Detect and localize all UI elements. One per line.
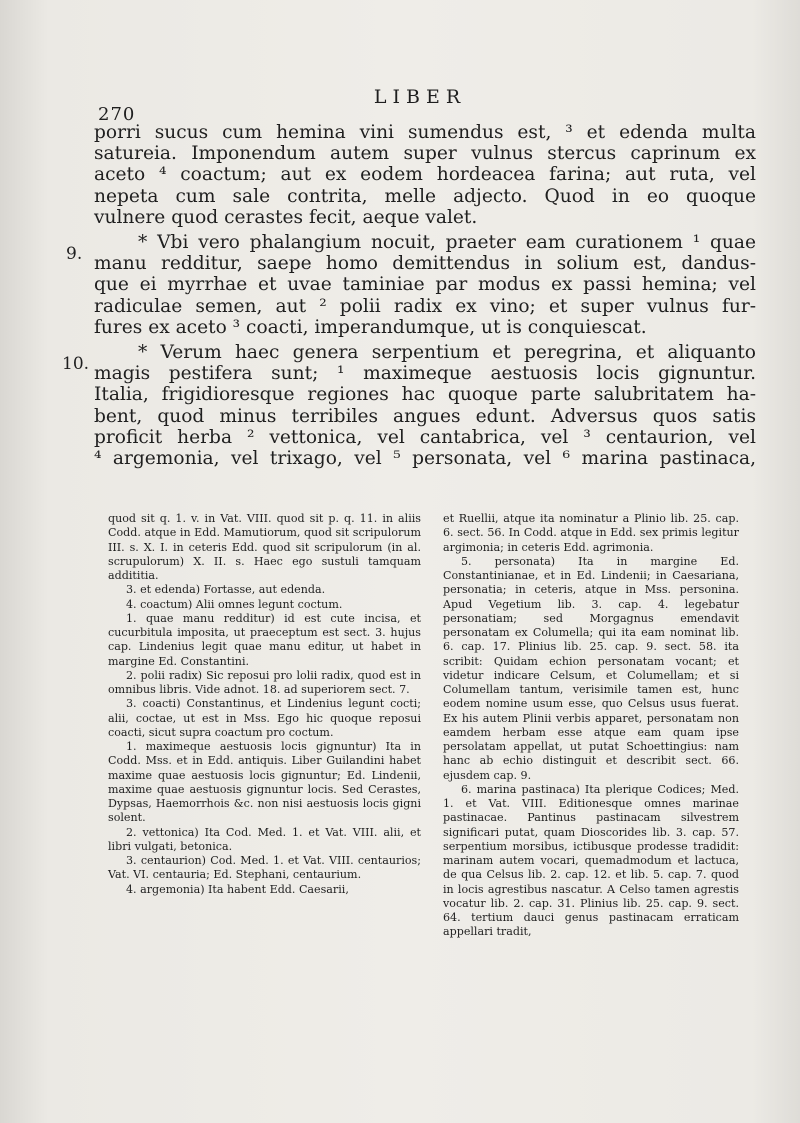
main-line: aceto ⁴ coactum; aut ex eodem hordeacea farina; aut ruta, vel — [94, 164, 756, 186]
main-line: porri sucus cum hemina vini sumendus est, ³ et edenda multa — [94, 122, 756, 143]
main-line: radiculae semen, aut ² polii radix ex vino; et super vulnus fur- — [94, 295, 756, 317]
footnote: 1. quae manu redditur) id est cute incisa, et cucurbitula imposita, ut praeceptum est sect. 3. hujus cap. Lindenius legit quae manu editur, ut habet in margine Ed. Constantini. — [108, 611, 421, 668]
footnote: quod sit q. 1. v. in Vat. VIII. quod sit p. q. 11. in aliis Codd. atque in Edd. Mamutiorum, quod sit scripulorum III. s. X. I. in ceteris Edd. quod sit scripulorum (in al. scrupulorum) X. II. s. Haec ego sustuli tamquam addititia. — [108, 512, 421, 582]
footnotes-left-column — [108, 512, 421, 897]
main-line: ⁴ argemonia, vel trixago, vel ⁵ personata, vel ⁶ marina pastinaca, — [94, 448, 756, 470]
margin-number-10: 10. — [62, 354, 90, 374]
footnote: 2. polii radix) Sic reposui pro lolii radix, quod est in omnibus libris. Vide adnot. 18. ad superiorem sect. 7. — [108, 668, 421, 696]
footnote: 3. et edenda) Fortasse, aut edenda. — [126, 583, 326, 597]
running-head: LIBER — [373, 86, 467, 108]
main-line: fures ex aceto ³ coacti, imperandumque, ut is conquiescat. — [94, 316, 647, 338]
main-line: vulnere quod cerastes fecit, aeque valet. — [94, 206, 478, 228]
footnote: 3. coacti) Constantinus, et Lindenius legunt cocti; alii, coctae, ut est in Mss. Ego hic quoque reposui coacti, sicut supra coactum pro coctum. — [108, 697, 421, 739]
main-text — [94, 122, 756, 469]
footnote: 3. centaurion) Cod. Med. 1. et Vat. VIII. centaurios; Vat. VI. centauria; Ed. Stephani, centaurium. — [108, 854, 421, 882]
main-line: magis pestifera sunt; ¹ maximeque aestuosis locis gignuntur. — [94, 363, 756, 385]
main-line: proficit herba ² vettonica, vel cantabrica, vel ³ centaurion, vel — [94, 426, 756, 448]
footnote: 5. personata) Ita in margine Ed. Constantinianae, et in Ed. Lindenii; in Caesariana, personatia; in ceteris, atque in Mss. personina. Apud Vegetium lib. 3. cap. 4. legebatur personatiam; sed Morgagnus emendavit personatam ex Columella; qui ita eam nominat lib. 6. cap. 17. Plinius lib. 25. cap. 9. sect. 58. ita scribit: Quidam echion personatam vocant; et videtur indicare Celsum, et Columellam; et si Columellam tantum, verisimile tamen est, hunc eodem nomine usum esse, quo Celsus usus fuerat. Ex his autem Plinii verbis apparet, personatam non eamdem herbam esse atque eam quam ipse persolatam appellat, ut putat Schoettingius: nam hanc ab echio distinguit et describit sect. 66. ejusdem cap. 9. — [443, 554, 739, 782]
footnote: 6. marina pastinaca) Ita plerique Codices; Med. 1. et Vat. VIII. Editionesque omnes marinae pastinacae. Pantinus pastinacam silvestrem significari putat, quam Dioscorides lib. 3. cap. 57. serpentium morsibus, ictibusque prodesse tradidit: marinam autem vocari, quemadmodum et lactuca, de qua Celsus lib. 2. cap. 12. et lib. 5. cap. 7. quod in locis agrestibus nascatur. A Celso tamen agrestis vocatur lib. 2. cap. 31. Plinius lib. 25. cap. 9. sect. 64. tertium dauci genus pastinacam erraticam appellari tradit, — [443, 782, 739, 939]
main-line: * Verum haec genera serpentium et peregrina, et aliquanto — [138, 342, 756, 364]
main-line: satureia. Imponendum autem super vulnus stercus caprinum ex — [94, 143, 756, 165]
main-line: bent, quod minus terribiles angues edunt. Adversus quos satis — [94, 405, 756, 427]
footnote: 4. coactum) Alii omnes legunt coctum. — [126, 597, 343, 611]
footnote: et Ruellii, atque ita nominatur a Plinio lib. 25. cap. 6. sect. 56. In Codd. atque in Edd. sex primis legitur argimonia; in ceteris Edd. agrimonia. — [443, 512, 739, 554]
footnote: 4. argemonia) Ita habent Edd. Caesarii, — [126, 882, 349, 896]
footnote: 2. vettonica) Ita Cod. Med. 1. et Vat. VIII. alii, et libri vulgati, betonica. — [108, 825, 421, 853]
main-line: que ei myrrhae et uvae taminiae par modus ex passi hemina; vel — [94, 274, 756, 296]
main-line: Italia, frigidioresque regiones hac quoque parte salubritatem ha- — [94, 384, 756, 406]
footnote: 1. maximeque aestuosis locis gignuntur) Ita in Codd. Mss. et in Edd. antiquis. Liber Guilandini habet maxime quae aestuosis locis gignuntur; Ed. Lindenii, maxime quae aestuosis gignuntur locis. Sed Cerastes, Dypsas, Haemorrhois &c. non nisi aestuosis locis gigni solent. — [108, 740, 421, 825]
page-number: 270 — [98, 104, 136, 125]
main-line: * Vbi vero phalangium nocuit, praeter eam curationem ¹ quae — [138, 232, 756, 254]
main-line: manu redditur, saepe homo demittendus in solium est, dandus- — [94, 253, 756, 275]
footnotes-right-column — [443, 512, 739, 940]
main-line: nepeta cum sale contrita, melle adjecto. Quod in eo quoque — [94, 185, 756, 207]
margin-number-9: 9. — [66, 244, 83, 264]
